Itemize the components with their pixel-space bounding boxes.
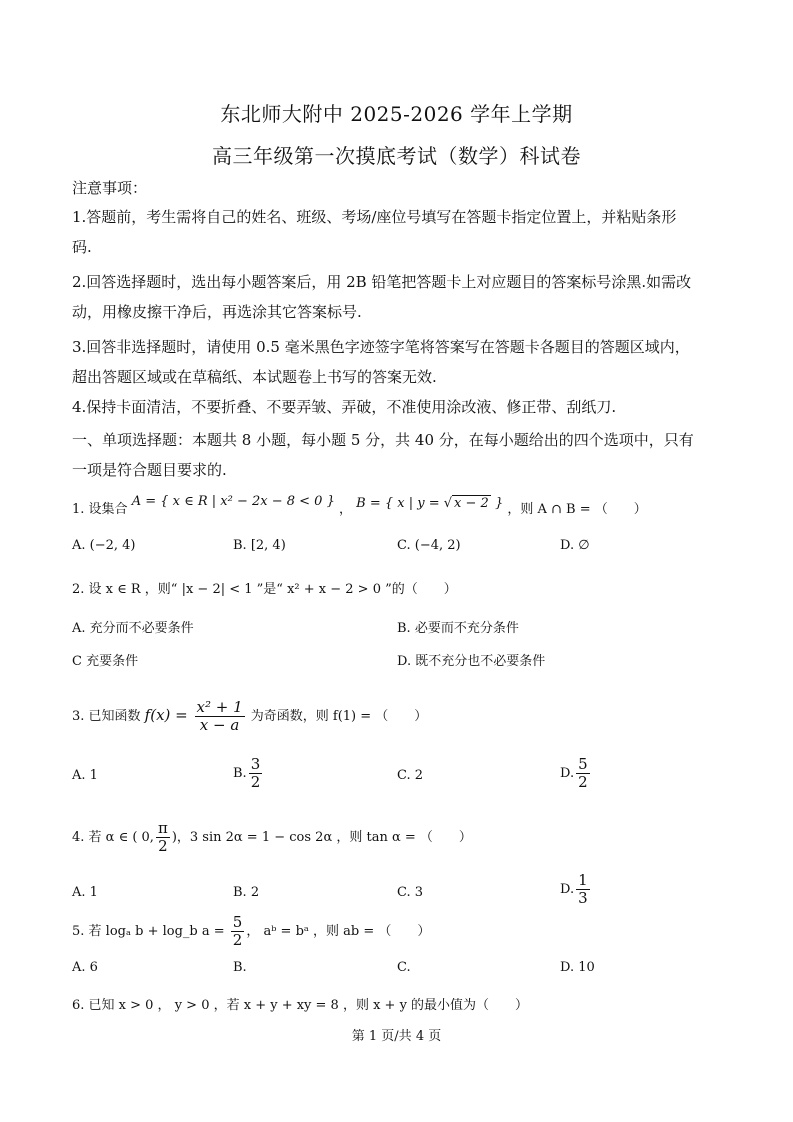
q5-option-c: C. <box>397 960 411 975</box>
notice-3b: 超出答题区域或在草稿纸、本试题卷上书写的答案无效. <box>72 368 437 386</box>
section-heading-line1: 一、单项选择题：本题共 8 小题，每小题 5 分，共 40 分，在每小题给出的四个选项中，只有 <box>72 431 694 449</box>
q4-option-d <box>560 872 592 907</box>
notice-heading: 注意事项： <box>72 179 148 197</box>
q2-option-b: B. 必要而不充分条件 <box>397 621 519 636</box>
q4-option-a: A. 1 <box>72 885 98 900</box>
q3-option-c: C. 2 <box>397 768 424 783</box>
q4-suffix: )，3 sin 2α = 1 − cos 2α ，则 tan α = （ ） <box>171 830 472 845</box>
q1-option-d: D. ∅ <box>560 538 590 553</box>
q3-suffix: 为奇函数，则 f(1) = （ ） <box>246 709 428 724</box>
q1-prefix: 1. 设集合 <box>72 502 128 517</box>
q4-pi-numerator: π <box>157 819 168 837</box>
notice-2a: 2.回答选择题时，选出每小题答案后，用 2B 铅笔把答题卡上对应题目的答案标号涂黑.如需改 <box>72 273 692 291</box>
q1-set-b-radicand: x − 2 <box>454 496 489 511</box>
q2-option-d: D. 既不充分也不必要条件 <box>397 654 546 669</box>
q1-option-c: C. (−4, 2) <box>397 538 461 553</box>
q3-option-a: A. 1 <box>72 768 98 783</box>
notice-2b: 动，用橡皮擦干净后，再选涂其它答案标号. <box>72 303 362 321</box>
q4-pi-denominator: 2 <box>158 837 168 855</box>
q5-suffix: ， aᵇ = bᵃ ，则 ab = （ ） <box>246 924 431 939</box>
q5-prefix: 5. 若 logₐ b + log_b a = <box>72 924 229 939</box>
question-1-stem <box>72 494 724 520</box>
q3-prefix: 3. 已知函数 <box>72 709 145 724</box>
q1-ask: ，则 A ∩ B = （ ） <box>507 502 647 517</box>
q4-prefix: 4. 若 α ∈ ( 0, <box>72 830 154 845</box>
page-footer: 第 1 页/共 4 页 <box>351 1029 442 1044</box>
q4-option-d-fraction <box>576 872 590 907</box>
question-6-stem: 6. 已知 x > 0 ， y > 0 ，若 x + y + xy = 8 ，则 x + y 的最小值为（ ） <box>72 998 529 1013</box>
q3-option-d-fraction <box>576 756 590 791</box>
q3-option-b-denominator: 2 <box>250 773 261 791</box>
question-4-stem <box>72 818 724 858</box>
q3-option-b <box>233 756 264 791</box>
q5-option-d: D. 10 <box>560 960 595 975</box>
q3-option-b-label: B. <box>233 766 247 781</box>
question-2-stem: 2. 设 x ∈ R ，则“ |x − 2| < 1 ”是“ x² + x − 2 > 0 ”的（ ） <box>72 582 457 597</box>
q5-option-a: A. 6 <box>72 960 98 975</box>
q5-option-b: B. <box>233 960 247 975</box>
section-heading-line2: 一项是符合题目要求的. <box>72 461 227 479</box>
q2-option-a: A. 充分而不必要条件 <box>72 621 194 636</box>
q3-option-d-numerator: 5 <box>578 755 588 773</box>
q4-option-d-denominator: 3 <box>578 889 588 907</box>
q3-option-d <box>560 756 592 791</box>
question-5-stem <box>72 914 724 950</box>
q4-option-b: B. 2 <box>233 885 260 900</box>
q2-option-c: C 充要条件 <box>72 654 139 669</box>
exam-title-line2: 高三年级第一次摸底考试（数学）科试卷 <box>212 144 581 168</box>
q5-fraction <box>231 914 245 949</box>
q5-fraction-numerator: 5 <box>232 913 243 931</box>
q4-option-c: C. 3 <box>397 885 424 900</box>
notice-3a: 3.回答非选择题时，请使用 0.5 毫米黑色字迹签字笔将答案写在答题卡各题目的答题区域内， <box>72 338 690 356</box>
q3-fraction <box>195 699 245 734</box>
q4-pi-fraction <box>156 820 170 855</box>
q3-option-d-denominator: 2 <box>578 773 588 791</box>
q1-set-a: A = { x ∈ R | x² − 2x − 8 < 0 } <box>131 494 335 509</box>
q3-option-b-numerator: 3 <box>250 755 261 773</box>
notice-1a: 1.答题前，考生需将自己的姓名、班级、考场/座位号填写在答题卡指定位置上，并粘贴条形 <box>72 208 677 226</box>
notice-1b: 码. <box>72 238 92 256</box>
question-3-stem <box>72 697 724 735</box>
q3-fraction-numerator: x² + 1 <box>196 698 243 716</box>
notice-4: 4.保持卡面清洁，不要折叠、不要弄皱、弄破，不准使用涂改液、修正带、刮纸刀. <box>72 398 617 416</box>
q5-fraction-denominator: 2 <box>232 931 243 949</box>
q4-option-d-numerator: 1 <box>578 871 588 889</box>
q3-fx: f(x) = <box>144 706 193 724</box>
q3-option-d-label: D. <box>560 766 575 781</box>
q1-option-b: B. [2, 4) <box>233 538 286 553</box>
q1-set-b-pre: B = { x | y = <box>356 496 444 511</box>
exam-title-line1: 东北师大附中 2025-2026 学年上学期 <box>220 102 573 126</box>
q1-option-a: A. (−2, 4) <box>72 538 136 553</box>
q3-option-b-fraction <box>249 756 263 791</box>
q4-option-d-label: D. <box>560 882 575 897</box>
q3-fraction-denominator: x − a <box>199 716 240 734</box>
q1-comma: ， <box>339 502 353 517</box>
q1-set-b-post: } <box>490 496 504 511</box>
q1-set-b: B = { x | y = √ x − 2 } <box>356 496 504 511</box>
